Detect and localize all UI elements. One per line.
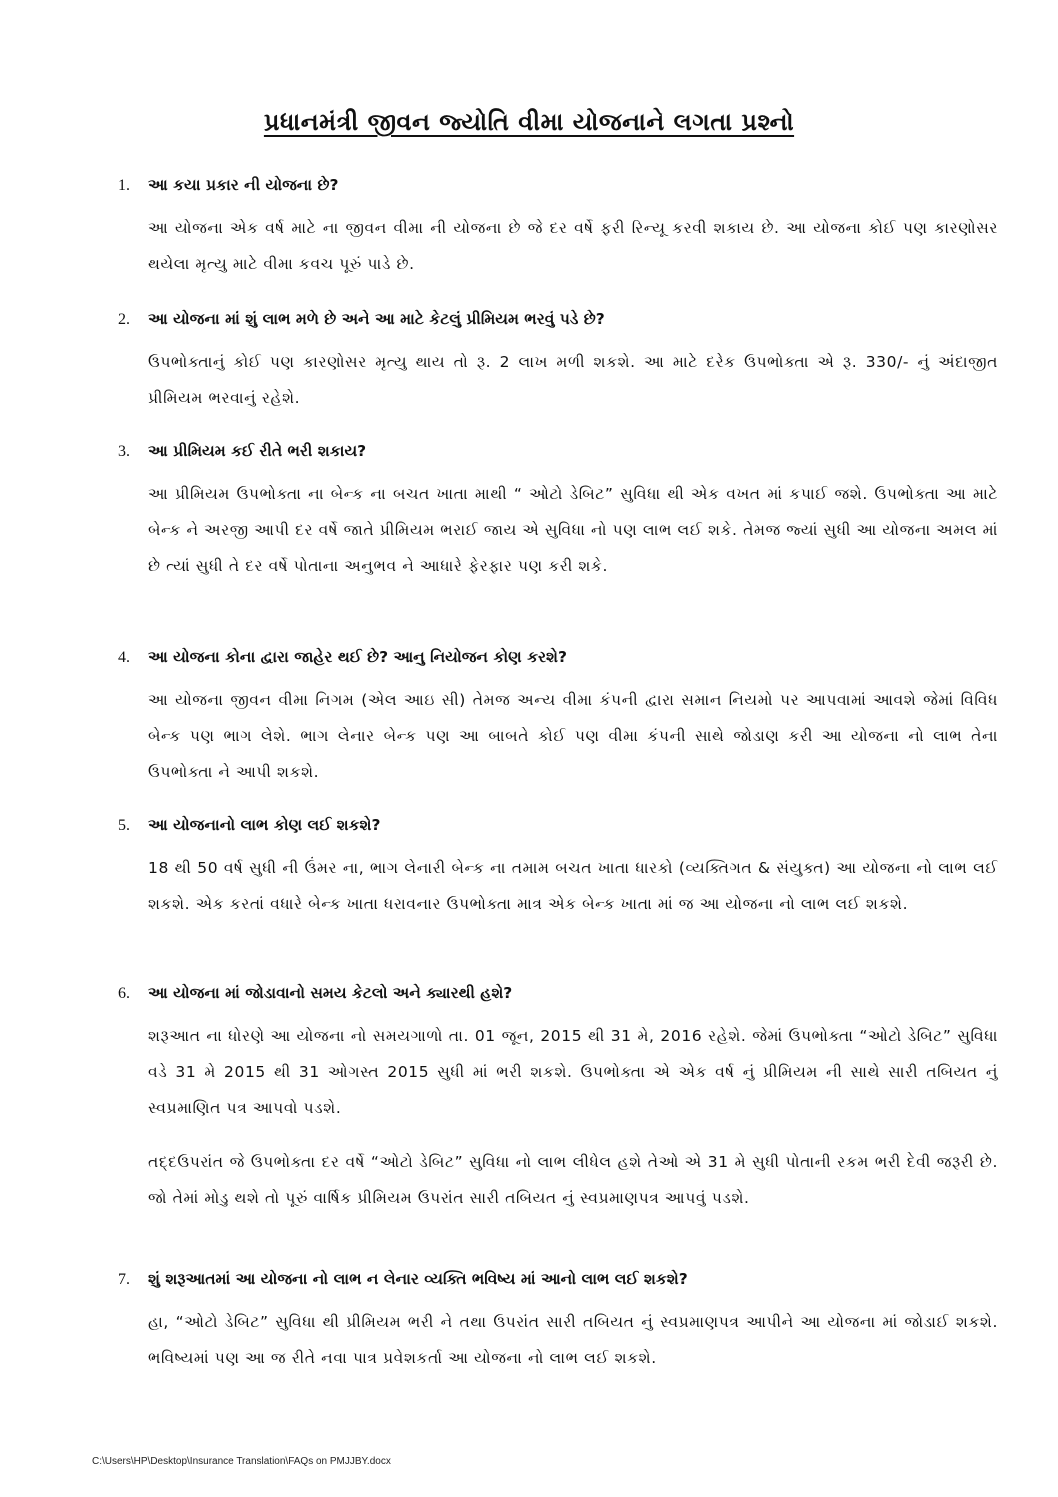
question-number: 3.	[118, 443, 130, 460]
answer-paragraph: શરૂઆત ના ધોરણે આ યોજના નો સમયગાળો તા. 01 જૂન, 2015 થી 31 મે, 2016 રહેશે. જેમાં ઉપભોક્તા “ઓટો ડેબિટ” સુવિધા વડે 31 મે 2015 થી 31 ઓગસ્ત 2015 સુધી માં ભરી શકશે. ઉપભોક્તા એ એક વર્ષ નું પ્રીમિયમ ની સાથે સારી તબિયત નું સ્વપ્રમાણિત પત્ર આપવો પડશે.	[148, 1027, 998, 1117]
faq-item-4	[118, 648, 998, 790]
question-text: આ યોજના માં જોડાવાનો સમય કેટલો અને ક્યારથી હશે?	[148, 984, 513, 1002]
file-path-footer: C:\Users\HP\Desktop\Insurance Translation\FAQs on PMJJBY.docx	[92, 1456, 391, 1467]
page-title: પ્રધાનમંત્રી જીવન જ્યોતિ વીમા યોજનાને લગતા પ્રશ્નો	[263, 108, 795, 136]
answer-paragraph: આ યોજના જીવન વીમા નિગમ (એલ આઇ સી) તેમજ અન્ય વીમા કંપની દ્વારા સમાન નિયમો પર આપવામાં આવશે જેમાં વિવિધ બેન્ક પણ ભાગ લેશે. ભાગ લેનાર બેન્ક પણ આ બાબતે કોઈ પણ વીમા કંપની સાથે જોડાણ કરી આ યોજના નો લાભ તેના ઉપભોક્તા ને આપી શકશે.	[148, 691, 998, 781]
question-text: આ કયા પ્રકાર ની યોજના છે?	[148, 176, 339, 194]
faq-item-6	[118, 984, 998, 1216]
question-text: આ યોજના કોના દ્વારા જાહેર થઈ છે? આનુ નિયોજન કોણ કરશે?	[148, 648, 567, 666]
answer-paragraph: ઉપભોક્તાનું કોઈ પણ કારણોસર મૃત્યુ થાય તો રૂ. 2 લાખ મળી શકશે. આ માટે દરેક ઉપભોક્તા એ રૂ. 330/- નું અંદાજીત પ્રીમિયમ ભરવાનું રહેશે.	[148, 353, 998, 407]
answer-paragraph: તદ્દઉપરાંત જે ઉપભોક્તા દર વર્ષે “ઓટો ડેબિટ” સુવિધા નો લાભ લીધેલ હશે તેઓ એ 31 મે સુધી પોતાની રકમ ભરી દેવી જરૂરી છે. જો તેમાં મોડુ થશે તો પૂરું વાર્ષિક પ્રીમિયમ ઉપરાંત સારી તબિયત નું સ્વપ્રમાણપત્ર આપવું પડશે.	[148, 1153, 998, 1207]
question-text: આ પ્રીમિયમ કઈ રીતે ભરી શકાય?	[148, 442, 367, 460]
question-number: 5.	[118, 817, 130, 834]
faq-item-5	[118, 816, 998, 922]
answer-paragraph: હા, “ઓટો ડેબિટ” સુવિધા થી પ્રીમિયમ ભરી ને તથા ઉપરાંત સારી તબિયત નું સ્વપ્રમાણપત્ર આપીને આ યોજના માં જોડાઈ શકશે. ભવિષ્યમાં પણ આ જ રીતે નવા પાત્ર પ્રવેશકર્તા આ યોજના નો લાભ લઈ શકશે.	[148, 1313, 998, 1367]
answer-paragraph: આ યોજના એક વર્ષ માટે ના જીવન વીમા ની યોજના છે જે દર વર્ષે ફરી રિન્યૂ કરવી શકાય છે. આ યોજના કોઈ પણ કારણોસર થયેલા મૃત્યુ માટે વીમા કવચ પૂરું પાડે છે.	[148, 219, 998, 273]
question-number: 1.	[118, 177, 130, 194]
question-text: આ યોજનાનો લાભ કોણ લઈ શકશે?	[148, 816, 381, 834]
faq-item-3	[118, 442, 998, 584]
question-number: 7.	[118, 1271, 130, 1288]
question-text: આ યોજના માં શું લાભ મળે છે અને આ માટે કેટલું પ્રીમિયમ ભરવું પડે છે?	[148, 310, 605, 328]
faq-item-2	[118, 310, 998, 416]
question-number: 6.	[118, 985, 130, 1002]
question-number: 2.	[118, 311, 130, 328]
faq-item-7	[118, 1270, 998, 1376]
answer-paragraph: આ પ્રીમિયમ ઉપભોક્તા ના બેન્ક ના બચત ખાતા માથી “ ઓટો ડેબિટ” સુવિધા થી એક વખત માં કપાઈ જશે. ઉપભોક્તા આ માટે બેન્ક ને અરજી આપી દર વર્ષે જાતે પ્રીમિયમ ભરાઈ જાય એ સુવિધા નો પણ લાભ લઈ શકે. તેમજ જ્યાં સુધી આ યોજના અમલ માં છે ત્યાં સુધી તે દર વર્ષે પોતાના અનુભવ ને આધારે ફેરફાર પણ કરી શકે.	[148, 485, 998, 575]
faq-item-1	[118, 176, 998, 282]
answer-paragraph: 18 થી 50 વર્ષ સુધી ની ઉંમર ના, ભાગ લેનારી બેન્ક ના તમામ બચત ખાતા ધારકો (વ્યક્તિગત & સંયુક્ત) આ યોજના નો લાભ લઈ શકશે. એક કરતાં વધારે બેન્ક ખાતા ધરાવનાર ઉપભોક્તા માત્ર એક બેન્ક ખાતા માં જ આ યોજના નો લાભ લઈ શકશે.	[148, 859, 998, 913]
question-text: શું શરૂઆતમાં આ યોજના નો લાભ ન લેનાર વ્યક્તિ ભવિષ્ય માં આનો લાભ લઈ શકશે?	[148, 1270, 688, 1288]
question-number: 4.	[118, 649, 130, 666]
